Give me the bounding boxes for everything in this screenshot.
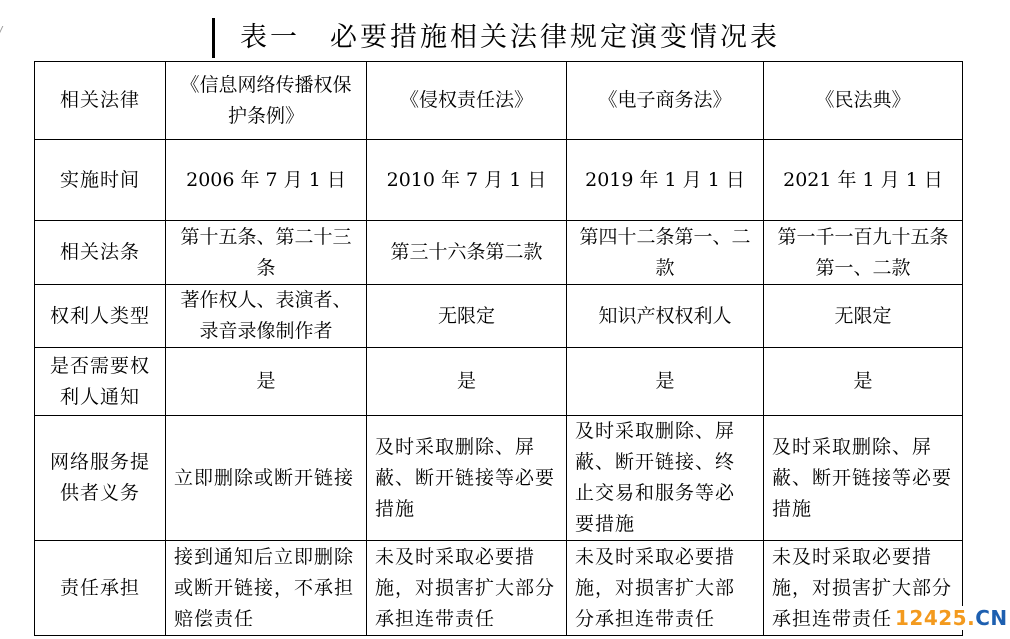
row-label: 是否需要权利人通知 <box>35 348 166 416</box>
row-effective-date <box>35 140 963 221</box>
row-label: 相关法条 <box>35 221 166 285</box>
cell-obligation: 立即删除或断开链接 <box>166 416 367 541</box>
row-liability <box>35 541 963 636</box>
cell-rightholder: 著作权人、表演者、录音录像制作者 <box>166 285 367 348</box>
row-label: 实施时间 <box>35 140 166 221</box>
cell-obligation: 及时采取删除、屏蔽、断开链接、终止交易和服务等必要措施 <box>567 416 764 541</box>
row-articles <box>35 221 963 285</box>
cell-notice: 是 <box>764 348 963 416</box>
cell-ecommerce-law: 《电子商务法》 <box>567 62 764 140</box>
row-rightholder-type <box>35 285 963 348</box>
cell-civil-code: 《民法典》 <box>764 62 963 140</box>
cell-notice: 是 <box>166 348 367 416</box>
cell-articles: 第三十六条第二款 <box>367 221 567 285</box>
row-related-law <box>35 62 963 140</box>
table-title: 表一 必要措施相关法律规定演变情况表 <box>240 22 780 53</box>
cell-date: 2021 年 1 月 1 日 <box>764 140 963 221</box>
cell-date: 2010 年 7 月 1 日 <box>367 140 567 221</box>
row-provider-obligation <box>35 416 963 541</box>
cell-liability: 未及时采取必要措施，对损害扩大部分承担连带责任 <box>764 541 963 636</box>
cell-tort-law: 《侵权责任法》 <box>367 62 567 140</box>
row-label: 权利人类型 <box>35 285 166 348</box>
cell-obligation: 及时采取删除、屏蔽、断开链接等必要措施 <box>367 416 567 541</box>
law-comparison-table <box>34 61 963 636</box>
cell-date: 2019 年 1 月 1 日 <box>567 140 764 221</box>
cell-articles: 第十五条、第二十三条 <box>166 221 367 285</box>
cell-articles: 第一千一百九十五条第一、二款 <box>764 221 963 285</box>
corner-mark <box>0 26 9 36</box>
cell-articles: 第四十二条第一、二款 <box>567 221 764 285</box>
row-notice-required <box>35 348 963 416</box>
row-label: 网络服务提供者义务 <box>35 416 166 541</box>
row-label: 责任承担 <box>35 541 166 636</box>
title-bar <box>212 18 215 58</box>
cell-liability: 接到通知后立即删除或断开链接，不承担赔偿责任 <box>166 541 367 636</box>
cell-regulation: 《信息网络传播权保护条例》 <box>166 62 367 140</box>
watermark-suffix: CN <box>975 606 1008 630</box>
cell-notice: 是 <box>567 348 764 416</box>
cell-rightholder: 无限定 <box>367 285 567 348</box>
cell-liability: 未及时采取必要措施，对损害扩大部分承担连带责任 <box>567 541 764 636</box>
cell-rightholder: 无限定 <box>764 285 963 348</box>
cell-obligation: 及时采取删除、屏蔽、断开链接等必要措施 <box>764 416 963 541</box>
site-watermark <box>893 606 1010 630</box>
watermark-dot: . <box>967 606 976 630</box>
cell-liability: 未及时采取必要措施，对损害扩大部分承担连带责任 <box>367 541 567 636</box>
row-label: 相关法律 <box>35 62 166 140</box>
cell-rightholder: 知识产权权利人 <box>567 285 764 348</box>
cell-notice: 是 <box>367 348 567 416</box>
cell-date: 2006 年 7 月 1 日 <box>166 140 367 221</box>
watermark-number: 12425 <box>895 606 968 630</box>
